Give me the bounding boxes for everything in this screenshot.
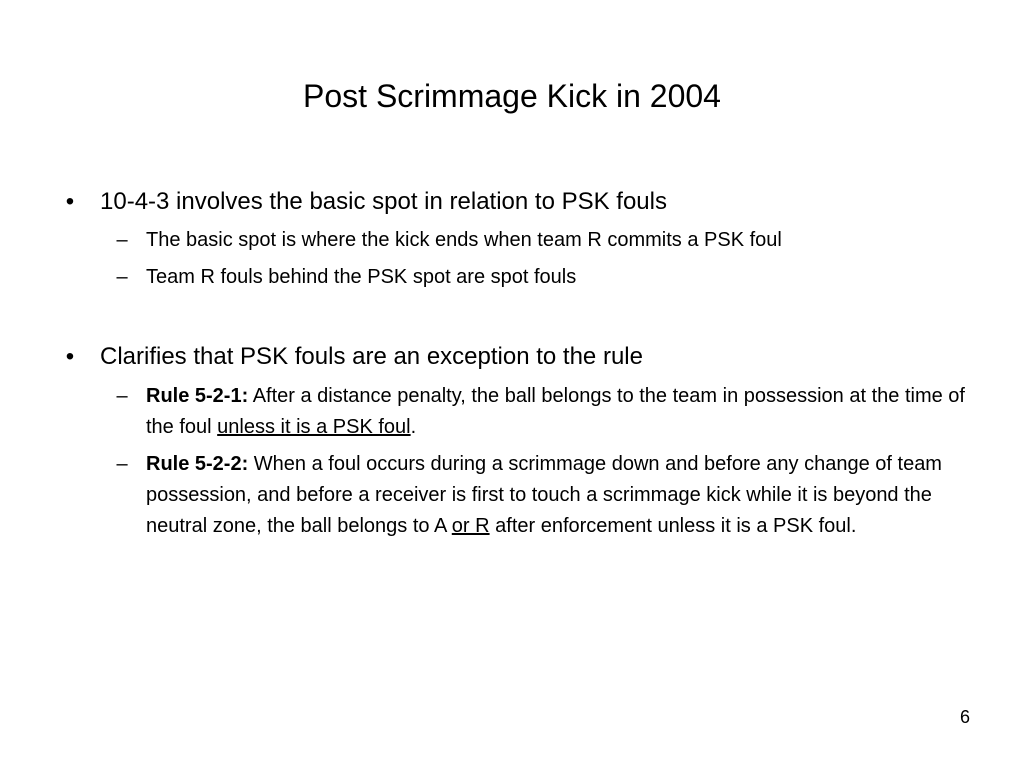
slide-title: Post Scrimmage Kick in 2004: [303, 78, 721, 114]
rule-underlined-text: unless it is a PSK foul: [217, 416, 411, 438]
rule-text: When a foul occurs during a scrimmage down and before any change of team possession, and before a receiver is first to touch a scrimmage kick while it is beyond the neutral zone, the ball belongs to A: [146, 453, 942, 537]
sub-bullet-2-2: [116, 449, 976, 542]
rule-text: After a distance penalty, the ball belongs to the team in possession at the time of the foul: [146, 385, 965, 438]
bullet-item-2: [65, 343, 980, 371]
dash-marker: –: [116, 229, 128, 251]
rule-tail-text: .: [410, 416, 417, 438]
sub-bullet-text: Team R fouls behind the PSK spot are spot fouls: [146, 266, 577, 288]
dash-marker: –: [116, 453, 128, 475]
page-number: 6: [959, 707, 970, 727]
sub-bullet-1-1: [116, 225, 976, 256]
bullet-text: Clarifies that PSK fouls are an exception to the rule: [100, 343, 643, 370]
bullet-text: 10-4-3 involves the basic spot in relation to PSK fouls: [100, 188, 667, 215]
dash-marker: –: [116, 266, 128, 288]
rule-label: Rule 5-2-1:: [146, 385, 249, 407]
bullet-item-1: [65, 188, 980, 216]
sub-bullet-2-1: [116, 381, 976, 443]
rule-underlined-text: or R: [451, 515, 490, 537]
rule-label: Rule 5-2-2:: [146, 453, 249, 475]
sub-bullet-text: The basic spot is where the kick ends when team R commits a PSK foul: [146, 229, 782, 251]
sub-bullet-1-2: [116, 262, 976, 293]
dash-marker: –: [116, 385, 128, 407]
bullet-marker: •: [65, 188, 75, 215]
bullet-marker: •: [65, 343, 75, 370]
rule-tail-text: after enforcement unless it is a PSK foul.: [489, 515, 857, 537]
